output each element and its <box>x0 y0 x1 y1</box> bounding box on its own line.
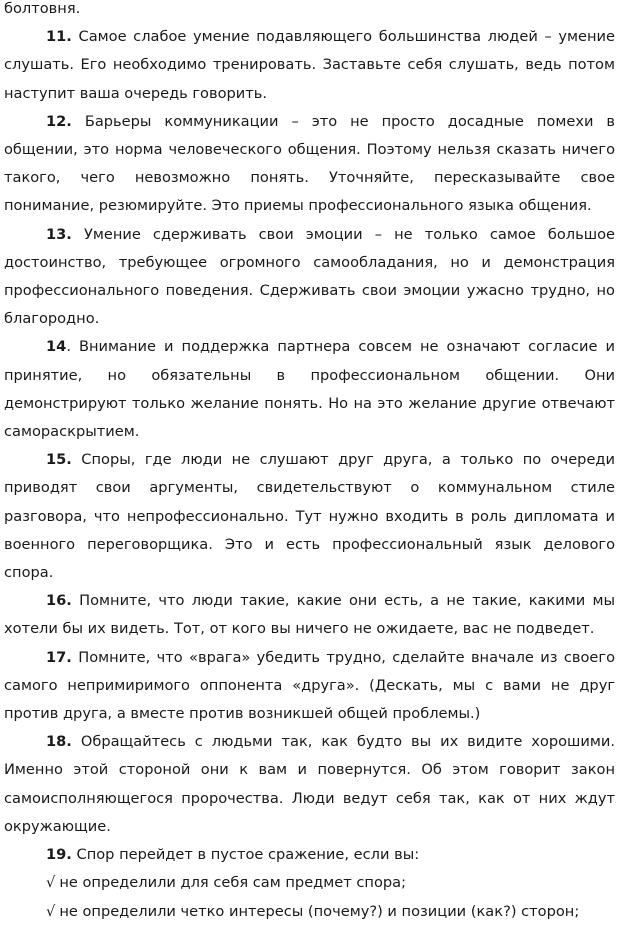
item-number: 19. <box>46 846 72 864</box>
item-number: 12. <box>46 112 72 130</box>
item-text: Помните, что люди такие, какие они есть, а не такие, какими мы хотели бы их видеть. Тот, от кого вы ничего не ожидаете, вас не подведет. <box>4 592 616 638</box>
item-number-punct: . <box>66 338 71 356</box>
item-text: Спор перейдет в пустое сражение, если вы: <box>76 846 420 864</box>
list-item-16 <box>4 587 615 643</box>
list-item-14 <box>4 333 615 446</box>
item-text: Умение сдерживать свои эмоции – не только самое большое достоинство, требующее огромного самообладания, но и демонстрация профессионального поведения. Сдерживать свои эмоции ужасно трудно, но благородно. <box>4 225 615 328</box>
list-item-11 <box>4 23 615 108</box>
item-text: Споры, где люди не слушают друг друга, а только по очереди приводят свои аргументы, свидетельствуют о коммунальном стиле разговора, что непрофессионально. Тут нужно входить в роль дипломата и военного переговорщика. Это и есть профессиональный язык делового спора. <box>4 451 615 582</box>
item-text: Внимание и поддержка партнера совсем не означают согласие и принятие, но обязательны в профессиональном общении. Они демонстрируют только желание понять. Но на это желание другие отвечают самораскрытием. <box>4 338 616 441</box>
list-item-17 <box>4 644 615 729</box>
bullet-item-2 <box>4 898 615 926</box>
list-item-13 <box>4 221 615 334</box>
intro-text: болтовня. <box>4 0 81 17</box>
item-number: 18. <box>46 733 72 751</box>
item-number: 13. <box>46 225 72 243</box>
list-item-12 <box>4 108 615 221</box>
item-text: Барьеры коммуникации – это не просто досадные помехи в общении, это норма человеческого общения. Поэтому нельзя сказать ничего такого, чего невозможно понять. Уточняйте, пересказывайте свое понимание, резюмируйте. Это приемы профессионального языка общения. <box>4 112 616 215</box>
item-number: 17. <box>46 648 72 666</box>
bullet-item-1 <box>4 869 615 897</box>
intro-fragment <box>4 0 615 23</box>
list-item-19 <box>4 841 615 869</box>
bullet-text: не определили для себя сам предмет спора; <box>59 874 407 892</box>
list-item-15 <box>4 446 615 587</box>
item-number: 16. <box>46 592 72 610</box>
bullet-text: не определили четко интересы (почему?) и позиции (как?) сторон; <box>59 902 580 920</box>
item-text: Обращайтесь с людьми так, как будто вы их видите хорошими. Именно этой стороной они к вам и повернутся. Об этом говорит закон самоисполняющегося пророчества. Люди ведут себя так, как от них ждут окружающие. <box>4 733 615 835</box>
item-text: Помните, что «врага» убедить трудно, сделайте вначале из своего самого непримиримого оппонента «друга». (Дескать, мы с вами не друг против друга, а вместе против возникшей общей проблемы.) <box>4 648 615 723</box>
checkmark-icon: √ <box>46 902 56 920</box>
item-number: 11. <box>46 28 72 46</box>
item-number: 15. <box>46 451 72 469</box>
checkmark-icon: √ <box>46 874 56 892</box>
list-item-18 <box>4 728 615 841</box>
item-text: Самое слабое умение подавляющего большинства людей – умение слушать. Его необходимо тренировать. Заставьте себя слушать, ведь потом наступит ваша очередь говорить. <box>4 28 615 102</box>
item-number: 14 <box>46 338 67 356</box>
